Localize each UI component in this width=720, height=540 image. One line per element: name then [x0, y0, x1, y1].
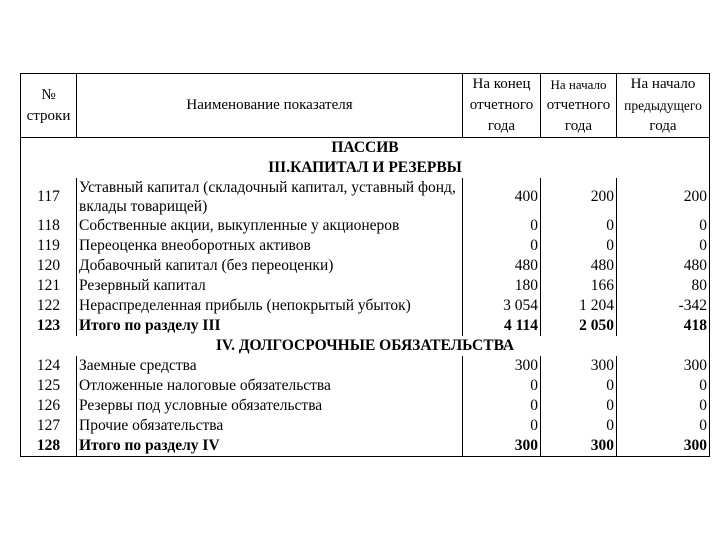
table-row — [21, 178, 710, 216]
row-code: 117 — [21, 178, 77, 216]
row-value-end: 300 — [463, 356, 541, 376]
row-code: 123 — [21, 316, 77, 336]
row-value-start: 0 — [541, 396, 617, 416]
header-col2-line1: На начало — [550, 77, 607, 92]
row-name: Прочие обязательства — [77, 416, 463, 436]
row-code: 128 — [21, 436, 77, 457]
row-value-start: 0 — [541, 416, 617, 436]
row-value-prev: 480 — [617, 256, 710, 276]
header-name: Наименование показателя — [77, 74, 463, 138]
row-name: Резервный капитал — [77, 276, 463, 296]
header-col1-line2: отчетного — [469, 97, 534, 113]
row-name: Резервы под условные обязательства — [77, 396, 463, 416]
row-value-prev: 80 — [617, 276, 710, 296]
row-value-end: 480 — [463, 256, 541, 276]
header-col2-line2: отчетного — [546, 97, 611, 113]
row-value-end: 0 — [463, 376, 541, 396]
header-col2-line3: года — [564, 118, 593, 134]
row-code: 125 — [21, 376, 77, 396]
row-name: Итого по разделу IV — [77, 436, 463, 457]
row-value-start: 0 — [541, 236, 617, 256]
row-value-prev: 0 — [617, 396, 710, 416]
row-name: Нераспределенная прибыль (непокрытый убыток) — [77, 296, 463, 316]
row-value-start: 0 — [541, 216, 617, 236]
section-capital — [21, 158, 710, 178]
row-value-end: 3 054 — [463, 296, 541, 316]
table-row-total — [21, 436, 710, 457]
row-value-end: 180 — [463, 276, 541, 296]
header-col1-line3: года — [487, 118, 516, 134]
liabilities-table — [20, 73, 710, 457]
row-value-start: 2 050 — [541, 316, 617, 336]
row-name: Добавочный капитал (без переоценки) — [77, 256, 463, 276]
header-row-no-line2: строки — [26, 107, 71, 124]
header-col-prev-year — [617, 74, 710, 138]
header-col3-line3: года — [649, 118, 677, 134]
row-name: Переоценка внеоборотных активов — [77, 236, 463, 256]
row-name: Заемные средства — [77, 356, 463, 376]
row-value-end: 0 — [463, 216, 541, 236]
header-col3-line1: На начало — [630, 76, 696, 92]
row-value-prev: -342 — [617, 296, 710, 316]
header-row — [21, 74, 710, 138]
row-name: Собственные акции, выкупленные у акционеров — [77, 216, 463, 236]
row-value-start: 300 — [541, 436, 617, 457]
section-title: IV. ДОЛГОСРОЧНЫЕ ОБЯЗАТЕЛЬСТВА — [21, 336, 710, 356]
header-col-end-year — [463, 74, 541, 138]
row-value-prev: 300 — [617, 356, 710, 376]
header-col1-line1: На конец — [472, 76, 531, 92]
row-name: Итого по разделу III — [77, 316, 463, 336]
row-value-end: 400 — [463, 178, 541, 216]
row-value-start: 480 — [541, 256, 617, 276]
table-row-total — [21, 316, 710, 336]
header-col3-line2: предыдущего — [624, 98, 702, 113]
header-row-no-line1: № — [41, 86, 56, 103]
row-value-start: 0 — [541, 376, 617, 396]
table-row — [21, 216, 710, 236]
table-row — [21, 396, 710, 416]
row-value-end: 0 — [463, 416, 541, 436]
row-value-prev: 418 — [617, 316, 710, 336]
row-value-end: 0 — [463, 236, 541, 256]
row-name: Отложенные налоговые обязательства — [77, 376, 463, 396]
table-row — [21, 256, 710, 276]
table-row — [21, 356, 710, 376]
header-col-start-year — [541, 74, 617, 138]
table-row — [21, 416, 710, 436]
table-row — [21, 376, 710, 396]
row-value-prev: 0 — [617, 236, 710, 256]
table-row — [21, 236, 710, 256]
row-value-start: 300 — [541, 356, 617, 376]
row-code: 126 — [21, 396, 77, 416]
row-value-prev: 200 — [617, 178, 710, 216]
header-row-no — [21, 74, 77, 138]
section-longterm — [21, 336, 710, 356]
row-code: 119 — [21, 236, 77, 256]
row-value-prev: 0 — [617, 216, 710, 236]
row-value-end: 0 — [463, 396, 541, 416]
section-title: III.КАПИТАЛ И РЕЗЕРВЫ — [21, 158, 710, 178]
row-value-prev: 0 — [617, 376, 710, 396]
balance-sheet — [20, 73, 709, 457]
row-value-prev: 300 — [617, 436, 710, 457]
row-value-end: 4 114 — [463, 316, 541, 336]
row-code: 124 — [21, 356, 77, 376]
row-value-prev: 0 — [617, 416, 710, 436]
row-value-start: 166 — [541, 276, 617, 296]
row-code: 120 — [21, 256, 77, 276]
row-name: Уставный капитал (складочный капитал, уставный фонд, вклады товарищей) — [77, 178, 463, 216]
row-value-start: 200 — [541, 178, 617, 216]
table-row — [21, 296, 710, 316]
section-liabilities — [21, 138, 710, 159]
row-value-start: 1 204 — [541, 296, 617, 316]
row-code: 118 — [21, 216, 77, 236]
row-value-end: 300 — [463, 436, 541, 457]
row-code: 121 — [21, 276, 77, 296]
table-row — [21, 276, 710, 296]
row-code: 122 — [21, 296, 77, 316]
row-code: 127 — [21, 416, 77, 436]
section-title: ПАССИВ — [21, 138, 710, 159]
